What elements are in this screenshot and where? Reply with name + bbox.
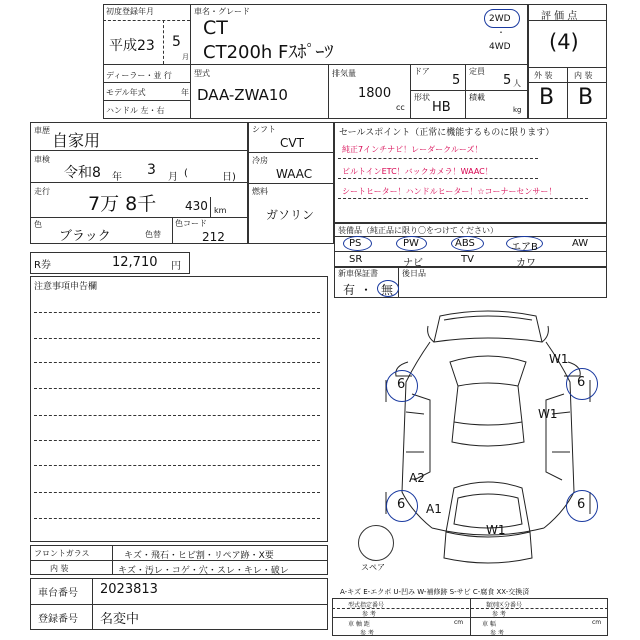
cc-unit: cc: [396, 103, 405, 112]
ac-value: WAAC: [276, 167, 313, 181]
reg-no-value: 名変中: [100, 612, 140, 627]
wheelbase-label: 車 軸 距: [348, 621, 370, 628]
class-label: 類別区分番号: [486, 602, 523, 609]
interior-label: 内 装: [574, 71, 593, 80]
width-unit: cm: [592, 619, 602, 626]
sales-point-2: ビルトインETC！バックカメラ！WAAC！: [342, 167, 493, 176]
color-change-label: 色替: [145, 230, 161, 239]
recycle-label: R券: [34, 260, 51, 271]
sales-label: セールスポイント（正常に機能するものに限ります）: [339, 128, 555, 138]
spare-tire-icon: [358, 525, 394, 561]
displacement-value: 1800: [358, 86, 392, 101]
mark-6-fl: 6: [397, 377, 406, 392]
capacity-label: 定員: [469, 67, 485, 76]
type-spec-label: 型式指定番号: [348, 602, 385, 609]
front-glass-value: キズ・飛石・ヒビ割・リペア跡・X要: [124, 551, 274, 561]
mileage-value: 7万 8千: [88, 193, 157, 215]
interior-cond-value: キズ・汚レ・コゲ・穴・スレ・キレ・破レ: [118, 566, 289, 576]
capacity-unit: 人: [513, 79, 521, 88]
shift-label: シフト: [252, 125, 276, 134]
inspection-year-unit: 年: [112, 172, 122, 183]
shape-label: 形状: [414, 93, 430, 102]
color-value: ブラック: [59, 229, 111, 244]
mark-w1-side: W1: [538, 407, 558, 421]
frame-value: 2023813: [100, 582, 158, 597]
interior-cond-label: 内 装: [50, 564, 69, 573]
equip-ps: PS: [349, 238, 362, 249]
reg-era: 平成23: [109, 38, 155, 54]
shift-value: CVT: [280, 136, 304, 150]
model-year-label: モデル年式: [106, 88, 146, 97]
displacement-label: 排気量: [332, 69, 356, 78]
equip-airbag: エアB: [511, 242, 538, 253]
ref-2: 参 考: [492, 611, 506, 618]
ref-4: 参 考: [490, 630, 504, 637]
equip-abs: ABS: [455, 238, 475, 249]
type-label: 型式: [194, 69, 210, 78]
interior-grade: B: [578, 85, 594, 110]
exterior-label: 外 装: [534, 71, 553, 80]
car-grade: CT200h Fｽﾎﾟｰﾂ: [203, 42, 334, 63]
door-value: 5: [452, 73, 461, 88]
drive-2wd: 2WD: [489, 14, 511, 24]
mileage-label: 走行: [34, 187, 50, 196]
warranty-yes: 有: [343, 283, 356, 297]
dealer-label: ディーラー・並 行: [106, 71, 172, 80]
door-label: ドア: [414, 67, 430, 76]
sales-point-3: シートヒーター！ハンドルヒーター！☆コーナーセンサー！: [342, 187, 557, 196]
model-year-unit: 年: [181, 88, 189, 97]
reg-month-unit: 月: [182, 53, 189, 61]
notes-label: 注意事項申告欄: [34, 282, 98, 292]
sales-point-1: 純正7インチナビ！レーダークルーズ！: [342, 145, 483, 154]
exterior-grade: B: [539, 85, 555, 110]
mark-w1-rear: W1: [486, 523, 506, 537]
reg-no-label: 登録番号: [38, 614, 78, 625]
wheelbase-unit: cm: [454, 619, 464, 626]
warranty-label: 新車保証書: [338, 269, 378, 278]
equip-navi: ナビ: [403, 258, 423, 269]
fuel-value: ガソリン: [266, 208, 315, 222]
reg-month: 5: [172, 34, 181, 50]
drive-dot: ・: [497, 28, 505, 37]
ref-3: 参 考: [360, 630, 374, 637]
frame-label: 車台番号: [38, 588, 78, 599]
type-value: DAA-ZWA10: [197, 86, 288, 104]
km-unit: km: [214, 206, 227, 215]
load-label: 積載: [469, 93, 485, 102]
score-label: 評 価 点: [541, 11, 578, 22]
fuel-label: 燃料: [252, 187, 268, 196]
equip-pw: PW: [403, 238, 419, 249]
score-value: (4): [549, 30, 579, 54]
equip-leather: カワ: [516, 258, 536, 269]
equipment-label: 装備品（純正品に限り〇をつけてください）: [338, 226, 498, 235]
mark-6-rr: 6: [577, 497, 586, 512]
recycle-unit: 円: [171, 261, 181, 272]
later-label: 後日品: [402, 269, 426, 278]
color-code-value: 212: [202, 230, 225, 244]
equip-aw: AW: [572, 238, 589, 249]
car-name: CT: [203, 17, 228, 39]
shape-value: HB: [432, 100, 451, 115]
color-code-label: 色コード: [175, 219, 207, 228]
kg-unit: kg: [513, 106, 522, 114]
notes-box: [30, 276, 328, 542]
inspection-month-unit: 月: [168, 172, 178, 183]
equip-tv: TV: [461, 254, 474, 265]
paren-open: (: [184, 168, 188, 179]
mark-a2: A2: [409, 471, 425, 485]
capacity-value: 5: [503, 73, 512, 88]
warranty-no: 無: [381, 283, 394, 297]
mark-6-rl: 6: [397, 497, 406, 512]
mark-6-fr: 6: [577, 375, 586, 390]
equip-sr: SR: [349, 254, 363, 265]
day-close: 日): [222, 172, 236, 183]
handle-label: ハンドル 左・右: [106, 106, 165, 115]
spare-label: スペア: [361, 563, 385, 572]
recycle-value: 12,710: [112, 255, 158, 270]
inspection-month: 3: [147, 162, 156, 178]
width-label: 車 幅: [482, 621, 496, 628]
usage-label: 車歴: [34, 126, 50, 135]
inspection-era: 令和8: [64, 165, 101, 181]
drive-4wd: 4WD: [489, 42, 511, 52]
reg-label: 初度登録年月: [106, 7, 154, 16]
ref-1: 参 考: [362, 611, 376, 618]
recycle-box: [30, 252, 190, 274]
front-glass-label: フロントガラス: [34, 549, 90, 558]
damage-legend: A-キズ E-エクボ U-凹み W-補修跡 S-サビ C-腐食 XX-交換済: [340, 588, 530, 596]
mark-w1-front: W1: [549, 352, 569, 366]
usage-value: 自家用: [52, 131, 101, 150]
ac-label: 冷房: [252, 156, 268, 165]
name-label: 車名・グレード: [194, 7, 250, 16]
mark-a1: A1: [426, 502, 442, 516]
inspection-label: 車検: [34, 155, 50, 164]
mileage-sub: 430: [185, 199, 208, 213]
color-label: 色: [34, 220, 42, 229]
